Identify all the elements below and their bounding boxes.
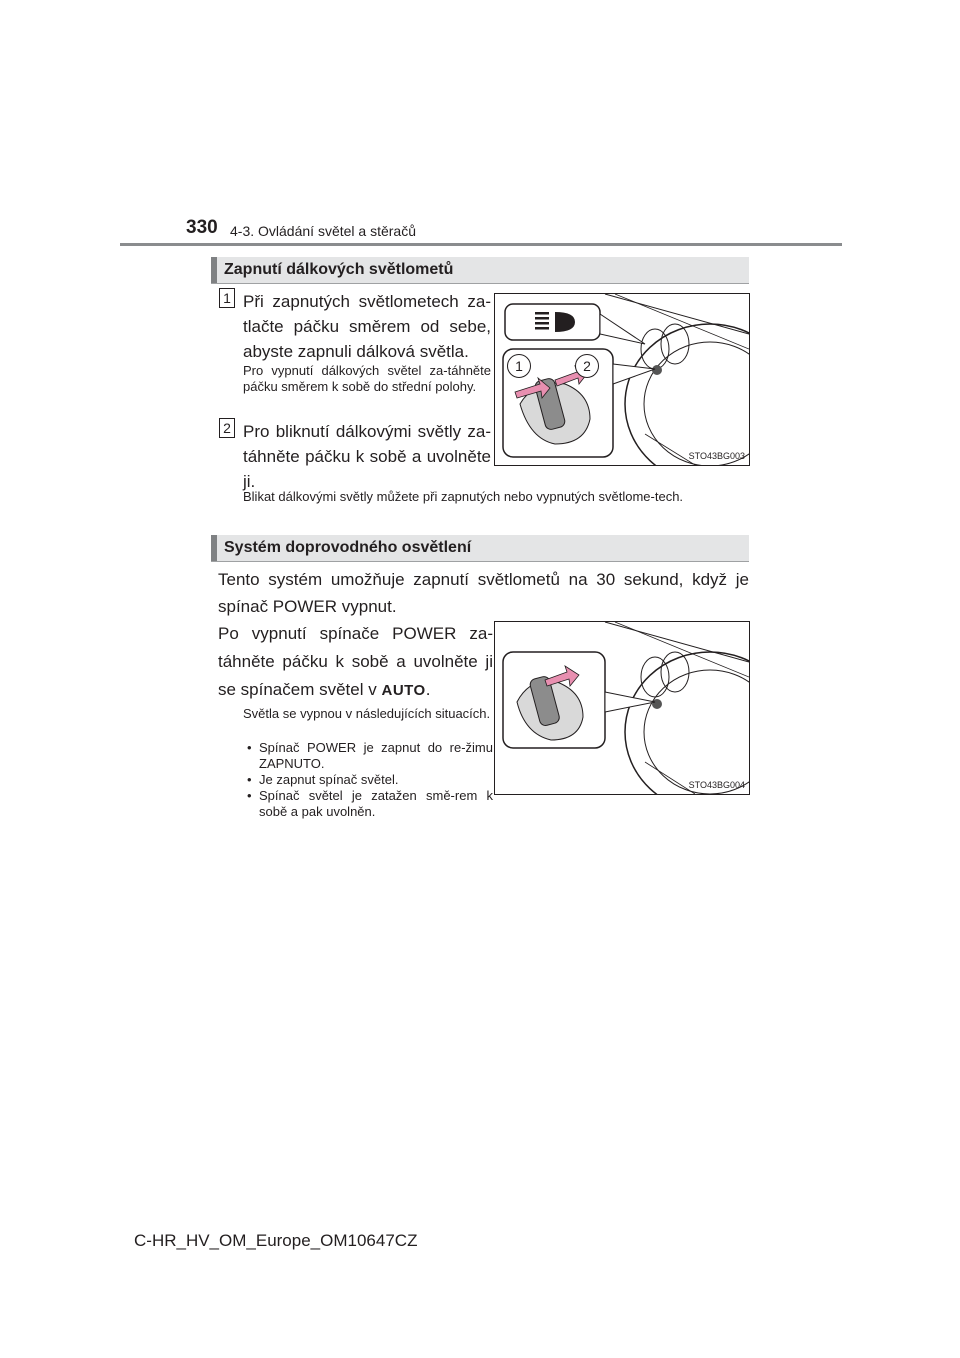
list-item: • Je zapnut spínač světel. [243, 772, 493, 788]
section-2-instruction [218, 620, 493, 705]
callout-label-1: 1 [507, 354, 531, 378]
lever-illustration-follow-me [494, 621, 750, 795]
header-divider [120, 243, 842, 246]
instruction-text: Po vypnutí spínače POWER za-táhněte páčku k sobě a uvolněte ji se spínačem světel v [218, 624, 493, 699]
heading-accent-bar [211, 257, 217, 283]
lever-illustration-high-beam [494, 293, 750, 466]
step-2-text: Pro bliknutí dálkovými světly za-táhněte páčku k sobě a uvolněte ji. [243, 422, 491, 491]
section-2-note: Světla se vypnou v následujících situacích. [243, 706, 491, 721]
heading-accent-bar [211, 535, 217, 561]
list-item: • Spínač POWER je zapnut do re-žimu ZAPNUTO. [243, 740, 493, 772]
page-number: 330 [186, 217, 218, 238]
step-number-2: 2 [219, 418, 235, 438]
lever-drawing [495, 294, 749, 465]
section-1-note: Blikat dálkovými světly můžete při zapnutých nebo vypnutých světlome-tech. [243, 489, 684, 504]
step-1-text: Při zapnutých světlometech za-tlačte páčku směrem od sebe, abyste zapnuli dálková světla. [243, 292, 491, 361]
figure-code: STO43BG004 [688, 780, 745, 790]
instruction-end: . [425, 680, 431, 699]
section-heading-high-beam [211, 257, 749, 284]
auto-icon: AUTO [381, 682, 426, 699]
conditions-list [243, 740, 493, 820]
section-title: Systém doprovodného osvětlení [224, 539, 472, 556]
lever-drawing [495, 622, 749, 794]
section-2-intro: Tento systém umožňuje zapnutí světlometů na 30 sekund, když je spínač POWER vypnut. [218, 570, 749, 616]
callout-label-2: 2 [575, 354, 599, 378]
section-title: Zapnutí dálkových světlometů [224, 261, 454, 278]
step-1-note: Pro vypnutí dálkových světel za-táhněte páčku směrem k sobě do střední polohy. [243, 363, 491, 394]
figure-code: STO43BG003 [688, 451, 745, 461]
document-footer: C-HR_HV_OM_Europe_OM10647CZ [134, 1231, 418, 1250]
list-item: • Spínač světel je zatažen smě-rem k sobě a pak uvolněn. [243, 788, 493, 820]
step-number-1: 1 [219, 288, 235, 308]
section-breadcrumb: 4-3. Ovládání světel a stěračů [230, 223, 416, 239]
section-heading-follow-me-lights [211, 535, 749, 562]
